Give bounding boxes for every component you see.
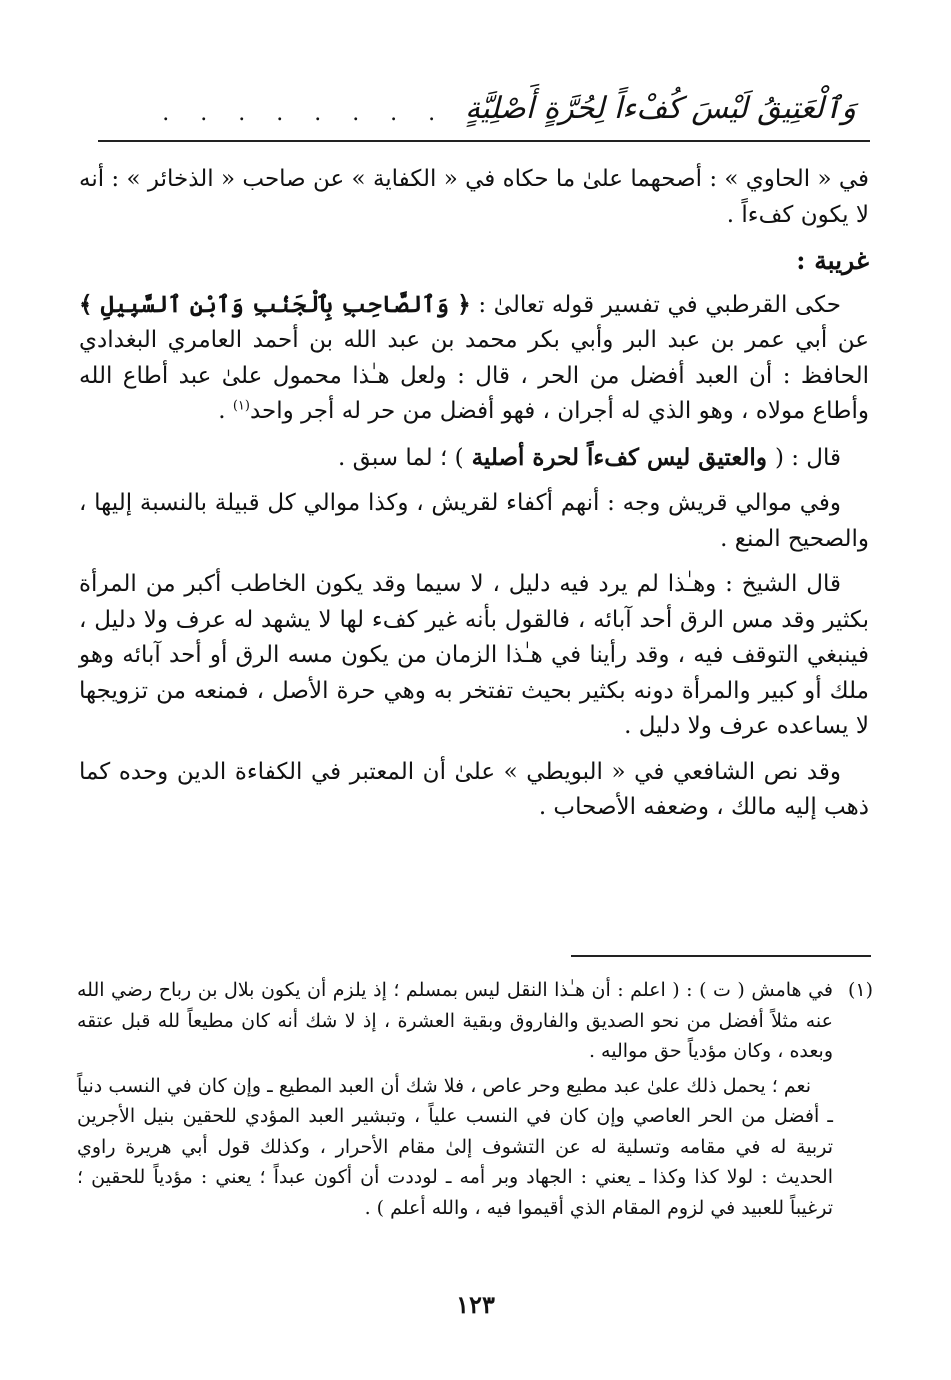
paragraph-text: عن أبي عمر بن عبد البر وأبي بكر محمد بن عبد الله بن أحمد العامري البغدادي الحافظ : أن العبد أفضل من الحر ، قال : ولعل هـٰذا محمول علىٰ عبد أطاع الله وأطاع مولاه ، وهو الذي له أجران ، فهو أفضل من حر له أجر واحد: [79, 327, 869, 424]
matn-quote: والعتيق ليس كفءاً لحرة أصلية: [463, 443, 775, 471]
footnote: [77, 975, 873, 1227]
paragraph: [79, 287, 869, 430]
paragraph-text: ) ؛ لما سبق .: [338, 444, 464, 471]
paragraph: وقد نص الشافعي في « البويطي » علىٰ أن المعتبر في الكفاءة الدين وحده كما ذهب إليه مالك ، وضعفه الأصحاب .: [79, 758, 869, 820]
page-number: ١٢٣: [456, 1290, 495, 1319]
main-text: [79, 162, 869, 836]
section-heading: غريبة :: [796, 246, 869, 275]
paragraph-text: قال : (: [774, 444, 841, 471]
footnote-body: [77, 975, 833, 1227]
header-rule: [98, 140, 870, 142]
running-head-dots: . . . . . . . .: [162, 101, 448, 126]
paragraph: في « الحاوي » : أصحهما علىٰ ما حكاه في « الكفاية » عن صاحب « الذخائر » : أنه لا يكون كفءاً .: [79, 166, 869, 228]
paragraph-text: .: [218, 398, 233, 424]
footnote-reference[interactable]: (١): [232, 398, 250, 414]
paragraph: وفي موالي قريش وجه : أنهم أكفاء لقريش ، وكذا موالي كل قبيلة بالنسبة إليها ، والصحيح المنع .: [79, 490, 869, 552]
footnote-paragraph: في هامش ( ت ) : ( اعلم : أن هـٰذا النقل ليس بمسلم ؛ إذ يلزم أن يكون بلال بن رباح رضي الله عنه مثلاً أفضل من نحو الصديق والفاروق وبقية العشرة ، إذ لا شك أنه كان مطيعاً لله قبل عتقه وبعده ، وكان مؤدياً حق مواليه .: [77, 979, 833, 1062]
paragraph-text: حكى القرطبي في تفسير قوله تعالىٰ :: [478, 291, 841, 318]
footnote-paragraph: نعم ؛ يحمل ذلك علىٰ عبد مطيع وحر عاص ، فلا شك أن العبد المطيع ـ وإن كان في النسب دنياً ـ أفضل من الحر العاصي وإن كان في النسب علياً ، وتبشير العبد المؤدي للحقين بنيل الأجرين تربية له في مقامه وتسلية له عن التشوف إلىٰ مقام الأحرار ، وكذلك قول أبي هريرة راوي الحديث : لولا كذا وكذا ـ يعني : الجهاد وبر أمه ـ لوددت أن أكون عبداً ؛ يعني : مؤدياً للحقين ؛ ترغيباً للعبيد في لزوم المقام الذي أقيموا فيه ، والله أعلم ) .: [77, 1074, 833, 1219]
running-head-title: وَٱلْعَتِيقُ لَيْسَ كُفْءاً لِحُرَّةٍ أَصْلِيَّةٍ: [465, 91, 856, 126]
footnotes: [77, 975, 873, 1227]
running-head: [86, 66, 856, 126]
quran-verse: ﴿ وَٱلصَّاحِبِ بِٱلْجَنۢبِ وَٱبْنِ ٱلسَّبِيلِ ﴾: [79, 290, 471, 318]
footnote-rule: [571, 955, 871, 957]
paragraph: قال الشيخ : وهـٰذا لم يرد فيه دليل ، لا سيما وقد يكون الخاطب أكبر من المرأة بكثير وقد مس الرق أحد آبائه ، فالقول بأنه غير كفء لها لا يشهد له عرف ولا دليل ، فينبغي التوقف فيه ، وقد رأينا في هـٰذا الزمان من يكون مسه الرق أو أحد آبائه وهو ملك أو كبير والمرأة دونه بكثير بحيث تفتخر به وهي حرة الأصل ، فمنعه من تزويجها لا يساعده عرف ولا دليل .: [79, 571, 869, 739]
footnote-marker: (١): [847, 979, 873, 1001]
paragraph: [79, 440, 869, 477]
